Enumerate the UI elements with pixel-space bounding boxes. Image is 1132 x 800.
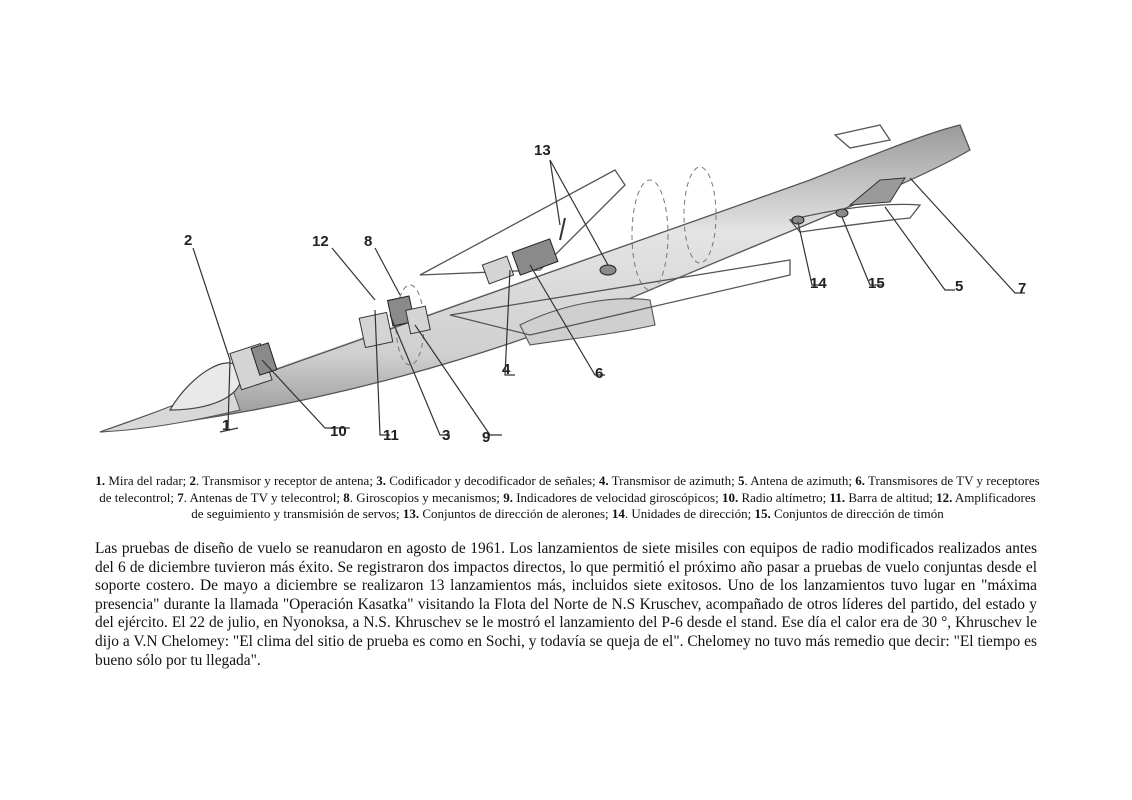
caption-item-text: Transmisores de TV y receptores de telecontrol; bbox=[99, 473, 1040, 505]
callout-1: 1 bbox=[222, 417, 231, 434]
callout-3: 3 bbox=[442, 427, 451, 444]
caption-item-text: Conjuntos de dirección de timón bbox=[770, 506, 944, 521]
caption-item-number: 6. bbox=[855, 473, 866, 488]
caption-item-text: Conjuntos de dirección de alerones; bbox=[419, 506, 612, 521]
callout-5: 5 bbox=[955, 278, 964, 295]
caption-item-number: 14 bbox=[611, 506, 625, 521]
caption-item-text: Indicadores de velocidad giroscópicos; bbox=[512, 489, 722, 505]
caption-item-number: 11. bbox=[829, 489, 846, 505]
callout-11: 11 bbox=[383, 427, 399, 444]
caption-item-text: Codificador y decodificador de señales; bbox=[385, 473, 599, 488]
caption-item-number: 2 bbox=[189, 473, 197, 488]
caption-item-text: Mira del radar; bbox=[105, 473, 190, 488]
caption-item-number: 8 bbox=[343, 489, 350, 505]
caption-item-text: Barra de altitud; bbox=[845, 489, 937, 505]
callout-13: 13 bbox=[534, 142, 551, 159]
callout-15: 15 bbox=[868, 275, 885, 292]
caption-item-text: . Giroscopios y mecanismos; bbox=[349, 489, 504, 505]
caption-item-number: 7 bbox=[177, 489, 184, 505]
callout-14: 14 bbox=[810, 275, 827, 292]
missile-cutaway-figure bbox=[90, 110, 1050, 460]
aileron-unit bbox=[600, 265, 616, 275]
body-text bbox=[95, 540, 1037, 670]
callout-4: 4 bbox=[502, 361, 511, 378]
equipment-block-7 bbox=[512, 239, 558, 275]
caption-item-text: . Transmisor y receptor de antena; bbox=[196, 473, 377, 488]
caption-item-number: 5 bbox=[737, 473, 745, 488]
callout-10: 10 bbox=[330, 423, 347, 440]
caption-item-number: 10. bbox=[721, 489, 739, 505]
callout-9: 9 bbox=[482, 429, 491, 446]
callout-6: 6 bbox=[595, 365, 604, 382]
body-paragraph: Las pruebas de diseño de vuelo se reanudaron en agosto de 1961. Los lanzamientos de siete misiles con equipos de radio modificados realizados antes del 6 de diciembre tuvieron más éxito. Se registraron dos impactos directos, lo que permitió el próximo año pasar a pruebas de vuelo conjuntas desde el soporte costero. De mayo a diciembre se realizaron 13 lanzamientos más, incluidos siete exitosos. Uno de los lanzamientos tuvo lugar en "máxima presencia" durante la llamada "Operación Kasatka" visitando la Flota del Norte de N.S Kruschev, acompañado de otros líderes del partido, del estado y del ejército. El 22 de julio, en Nyonoksa, a N.S. Khruschev se le mostró el lanzamiento del P-6 desde el stand. Ese día el calor era de 30 °, Khruschev le dijo a V.N Chelomey: "El clima del sitio de prueba es como en Sochi, y todavía se queja de el". Chelomey no tuvo más remedio que decir: "El tiempo es bueno sólo por tu llegada". bbox=[95, 540, 1037, 669]
caption-item-text: Transmisor de azimuth; bbox=[608, 473, 738, 488]
callout-7: 7 bbox=[1018, 280, 1027, 297]
aileron-rod bbox=[560, 218, 565, 240]
callout-12: 12 bbox=[312, 233, 329, 250]
caption-item-number: 12. bbox=[936, 489, 953, 505]
callout-2: 2 bbox=[184, 232, 193, 249]
caption-item-number: 3. bbox=[376, 473, 386, 488]
caption-item-text: Amplificadores de seguimiento y transmisión de servos; bbox=[191, 489, 1036, 521]
caption-item-number: 13. bbox=[402, 506, 420, 521]
missile-diagram bbox=[90, 110, 1050, 460]
figure-caption bbox=[95, 473, 1040, 523]
caption-item-text: . Antenas de TV y telecontrol; bbox=[183, 489, 344, 505]
caption-item-text: Radio altímetro; bbox=[738, 489, 830, 505]
tail-fin bbox=[835, 125, 890, 148]
caption-item-number: 4. bbox=[598, 473, 609, 488]
caption-item-number: 15. bbox=[754, 506, 771, 521]
caption-item-text: . Antena de azimuth; bbox=[744, 473, 856, 488]
caption-item-number: 9. bbox=[503, 489, 513, 505]
callout-8: 8 bbox=[364, 233, 373, 250]
caption-item-number: 1. bbox=[95, 473, 106, 488]
caption-item-text: . Unidades de dirección; bbox=[624, 506, 755, 521]
rudder-unit bbox=[836, 209, 848, 217]
